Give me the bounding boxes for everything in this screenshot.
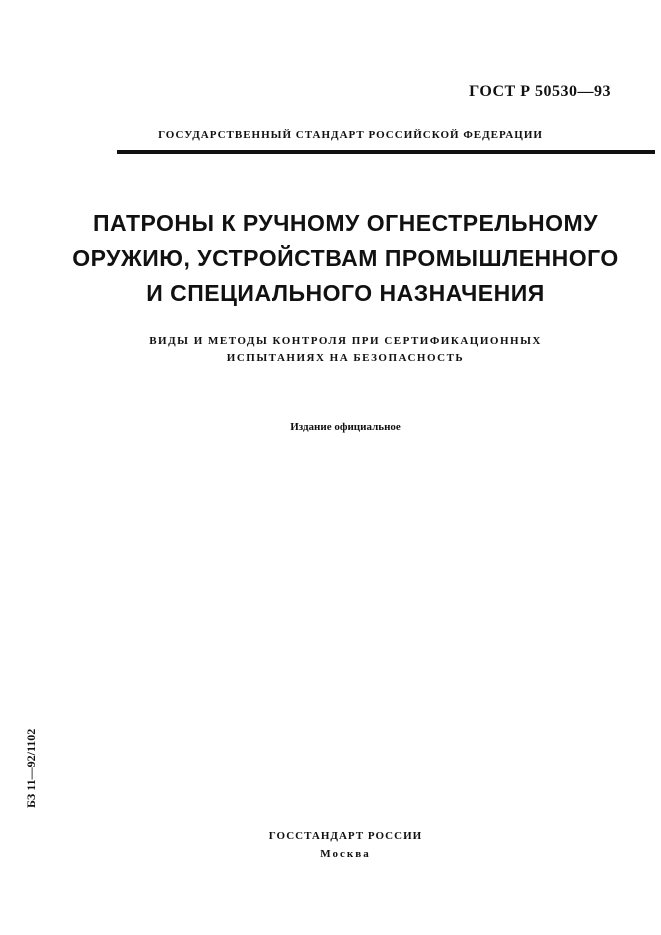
city: Москва	[320, 848, 371, 860]
organization: ГОСУДАРСТВЕННЫЙ СТАНДАРТ РОССИЙСКОЙ ФЕДЕРАЦИИ	[158, 129, 543, 141]
edition-note: Издание официальное	[290, 421, 401, 433]
subtitle-line: ВИДЫ И МЕТОДЫ КОНТРОЛЯ ПРИ СЕРТИФИКАЦИОННЫХ	[149, 335, 542, 347]
side-code: БЗ 11—92/1102	[24, 728, 38, 808]
title-line: ПАТРОНЫ К РУЧНОМУ ОГНЕСТРЕЛЬНОМУ	[92, 210, 599, 236]
publisher: ГОССТАНДАРТ РОССИИ	[268, 830, 423, 842]
publisher-block	[0, 827, 661, 863]
subtitle	[0, 333, 661, 367]
title-line: ОРУЖИЮ, УСТРОЙСТВАМ ПРОМЫШЛЕННОГО	[72, 245, 619, 271]
standard-code: ГОСТ Р 50530—93	[469, 83, 611, 100]
document-title	[0, 206, 661, 311]
subtitle-line: ИСПЫТАНИЯХ НА БЕЗОПАСНОСТЬ	[226, 352, 465, 364]
divider	[117, 150, 655, 154]
title-line: И СПЕЦИАЛЬНОГО НАЗНАЧЕНИЯ	[146, 280, 545, 306]
